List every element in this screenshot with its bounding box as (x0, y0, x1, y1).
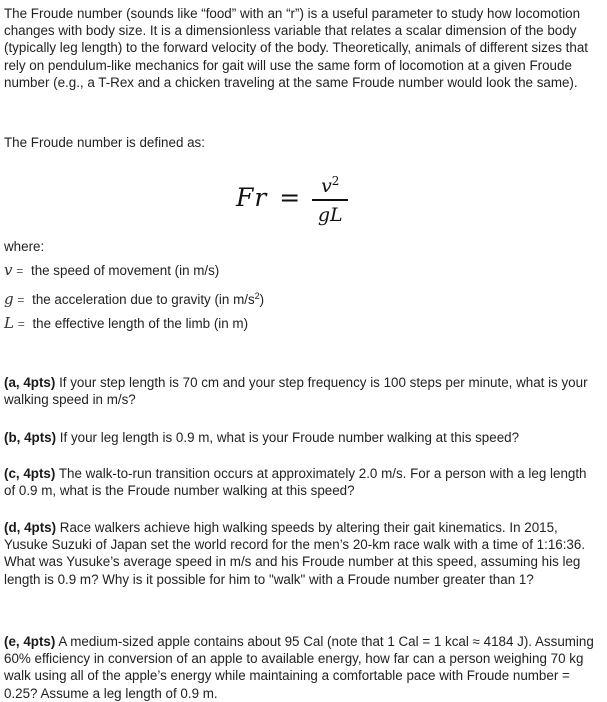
variable-description: the effective length of the limb (in m) (32, 316, 249, 331)
question-text: If your leg length is 0.9 m, what is your Froude number walking at this speed? (56, 430, 520, 445)
variable-unit-exponent: 2 (254, 291, 260, 301)
froude-formula (236, 168, 348, 228)
definition-intro: The Froude number is defined as: (4, 135, 205, 150)
question-text: Race walkers achieve high walking speeds by altering their gait kinematics. In 2015, Yusuke Suzuki of Japan set the world record for the men’s 20-km race walk with a time of 1:16:36. What was Yusuke’s average speed in m/s and his Froude number at this speed, assuming his leg length is 0.9 m? Why is it possible for him to "walk" with a Froude number greater than 1? (4, 520, 586, 587)
question-a (4, 374, 600, 408)
question-d (4, 519, 600, 588)
variable-v-line (4, 262, 219, 280)
variable-symbol: g (4, 290, 14, 308)
where-label: where: (4, 239, 45, 254)
formula-denominator: gL (317, 203, 343, 226)
formula-lhs: Fr (236, 183, 268, 213)
formula-numerator-symbol: v (321, 175, 332, 198)
variable-symbol: v (4, 261, 13, 279)
variable-description: the acceleration due to gravity (in (32, 292, 234, 307)
variable-L-line (4, 315, 248, 333)
intro-paragraph: The Froude number (sounds like “food” with an “r”) is a useful parameter to study how locomotion changes with body size. It is a dimensionless variable that relates a scalar dimension of the body (typically leg length) to the forward velocity of the body. Theoretically, animals of different sizes that rely on pendulum-like mechanics for gait will use the same form of locomotion at a given Froude number (e.g., a T-Rex and a chicken traveling at the same Froude number would look the same). (4, 6, 589, 90)
variable-close-paren: ) (259, 292, 265, 307)
question-label: (d, 4pts) (4, 520, 57, 535)
formula-numerator (318, 170, 342, 197)
fraction-bar (312, 199, 348, 200)
variable-equals: = (17, 293, 25, 307)
formula-equals: = (279, 183, 301, 213)
variable-equals: = (16, 264, 24, 278)
question-text: A medium-sized apple contains about 95 Cal (note that 1 Cal = 1 kcal ≈ 4184 J). Assuming 60% efficiency in conversion of an apple to available energy, how far can a person weighing 70 kg walk using all of the apple’s energy while maintaining a comfortable pace with Froude number = 0.25? Assume a leg length of 0.9 m. (4, 634, 594, 701)
question-c (4, 465, 600, 499)
formula-numerator-exponent: 2 (331, 174, 340, 189)
question-label: (a, 4pts) (4, 375, 56, 390)
variable-equals: = (17, 317, 25, 331)
question-text: If your step length is 70 cm and your step frequency is 100 steps per minute, what is your walking speed in m/s? (4, 375, 588, 408)
variable-symbol: L (4, 314, 14, 332)
variable-unit-base: m/s (233, 292, 255, 307)
variable-g-line (4, 288, 264, 309)
question-label: (b, 4pts) (4, 430, 57, 445)
question-text: The walk-to-run transition occurs at approximately 2.0 m/s. For a person with a leg length of 0.9 m, what is the Froude number walking at this speed? (4, 466, 587, 499)
variable-unit (233, 292, 260, 307)
question-label: (c, 4pts) (4, 466, 56, 481)
formula-fraction (312, 170, 348, 225)
question-e (4, 633, 600, 702)
variable-description: the speed of movement (in m/s) (30, 263, 220, 278)
question-b (4, 429, 600, 446)
question-label: (e, 4pts) (4, 634, 56, 649)
